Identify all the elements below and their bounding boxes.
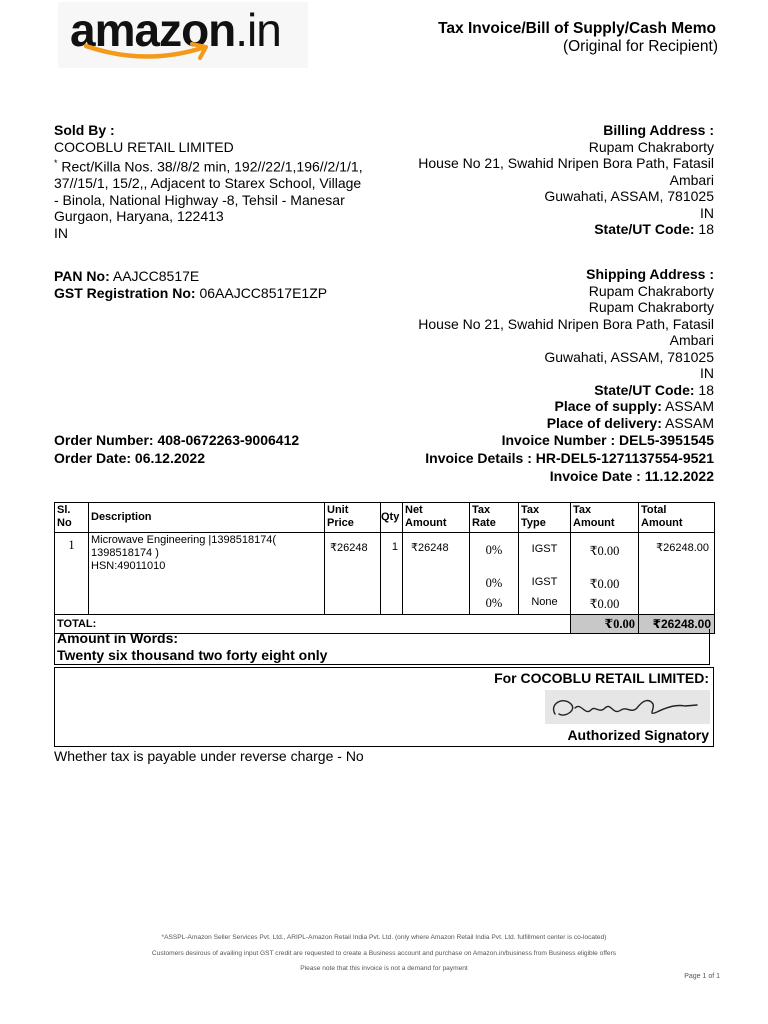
logo-suffix: .in bbox=[235, 4, 281, 56]
supply-label: Place of supply: bbox=[554, 398, 662, 414]
col-header-unit-price: Unit Price bbox=[325, 503, 381, 533]
col-header-description: Description bbox=[89, 503, 325, 533]
gst-label: GST Registration No: bbox=[54, 284, 196, 301]
supply-value: ASSAM bbox=[664, 398, 714, 414]
delivery-label: Place of delivery: bbox=[546, 414, 662, 431]
invoice-title: Tax Invoice/Bill of Supply/Cash Memo bbox=[438, 20, 716, 37]
item-tax-amount: ₹0.00 bbox=[571, 533, 639, 575]
footer-line-3: Please note that this invoice is not a demand for payment bbox=[300, 965, 468, 972]
asterisk-mark: * bbox=[54, 158, 58, 168]
col-header-tax-amount: Tax Amount bbox=[571, 503, 639, 533]
seller-block bbox=[54, 122, 384, 241]
tax-amount: ₹0.00 bbox=[571, 575, 639, 595]
amazon-logo bbox=[58, 2, 308, 68]
for-company: For COCOBLU RETAIL LIMITED: bbox=[494, 670, 709, 686]
logo-brand: amazon bbox=[70, 4, 236, 56]
shipping-line-3: Guwahati, ASSAM, 781025 bbox=[544, 348, 714, 365]
tax-type: IGST bbox=[519, 575, 571, 595]
shipping-state-code: 18 bbox=[698, 381, 714, 398]
seller-address-3: - Binola, National Highway -8, Tehsil - Manesar bbox=[54, 191, 345, 208]
place-of-delivery bbox=[354, 415, 714, 432]
seller-address-2: 37//15/1, 15/2,, Adjacent to Starex School, Village bbox=[54, 175, 362, 192]
billing-name: Rupam Chakraborty bbox=[588, 138, 714, 155]
authorized-signatory-label: Authorized Signatory bbox=[567, 727, 709, 743]
footer-line-1: *ASSPL-Amazon Seller Services Pvt. Ltd., ARIPL-Amazon Retail India Pvt. Ltd. (only where Amazon Retail India Pvt. Ltd. fulfillment center is co-located) bbox=[161, 934, 607, 941]
footer-line-2: Customers desirous of availing input GST credit are requested to create a Business account and purchase on Amazon.in/business from Business eligible offers bbox=[151, 950, 617, 957]
order-date: Order Date: 06.12.2022 bbox=[54, 450, 205, 466]
seller-address-4: Gurgaon, Haryana, 122413 bbox=[54, 208, 224, 225]
tax-type: None bbox=[519, 595, 571, 615]
col-header-qty: Qty bbox=[381, 503, 403, 533]
billing-label: Billing Address : bbox=[603, 122, 714, 138]
item-tax-type: IGST bbox=[519, 533, 571, 575]
signature-image bbox=[545, 690, 710, 724]
shipping-label: Shipping Address : bbox=[586, 266, 714, 282]
item-sl: 1 bbox=[55, 533, 89, 615]
total-tax-amount: ₹0.00 bbox=[571, 615, 639, 634]
col-header-total-amount: Total Amount bbox=[639, 503, 715, 533]
invoice-details: Invoice Details : HR-DEL5-1271137554-9521 bbox=[425, 450, 714, 466]
item-description-1: Microwave Engineering |1398518174( bbox=[91, 534, 277, 546]
place-of-supply bbox=[354, 398, 714, 415]
shipping-country: IN bbox=[700, 365, 714, 381]
shipping-name-2: Rupam Chakraborty bbox=[588, 299, 714, 315]
item-hsn: HSN:49011010 bbox=[91, 560, 166, 572]
billing-block bbox=[354, 122, 714, 238]
invoice-block bbox=[354, 431, 714, 485]
gst-row bbox=[54, 285, 384, 302]
seller-name: COCOBLU RETAIL LIMITED bbox=[54, 138, 234, 155]
smile-arrow-icon bbox=[84, 42, 224, 64]
item-net-amount: ₹26248 bbox=[403, 533, 470, 615]
tax-id-block bbox=[54, 268, 384, 301]
item-qty: 1 bbox=[381, 533, 403, 615]
order-number: Order Number: 408-0672263-9006412 bbox=[54, 432, 300, 448]
col-header-tax-rate: Tax Rate bbox=[470, 503, 519, 533]
invoice-subtitle: (Original for Recipient) bbox=[562, 38, 718, 55]
pan-label: PAN No: bbox=[54, 268, 110, 284]
items-table bbox=[54, 502, 715, 634]
seller-address-1: Rect/Killa Nos. 38//8/2 min, 192//22/1,196//2/1/1, bbox=[57, 158, 363, 175]
page-number: Page 1 of 1 bbox=[684, 973, 720, 980]
total-label: TOTAL: bbox=[55, 615, 571, 634]
seller-address-line bbox=[54, 155, 384, 175]
shipping-state-label: State/UT Code: bbox=[594, 381, 695, 398]
item-description-2: 1398518174 ) bbox=[91, 547, 159, 559]
billing-line-1: House No 21, Swahid Nripen Bora Path, Fatasil bbox=[418, 155, 714, 171]
table-header-row bbox=[55, 503, 715, 533]
billing-state-label: State/UT Code: bbox=[594, 221, 695, 237]
col-header-net-amount: Net Amount bbox=[403, 503, 470, 533]
reverse-charge-note: Whether tax is payable under reverse charge - No bbox=[54, 748, 364, 764]
shipping-block bbox=[354, 266, 714, 431]
invoice-number: Invoice Number : DEL5-3951545 bbox=[501, 432, 714, 448]
gst-value: 06AAJCC8517E1ZP bbox=[199, 284, 328, 301]
table-row bbox=[55, 533, 715, 575]
invoice-date: Invoice Date : 11.12.2022 bbox=[549, 468, 714, 484]
amount-in-words-box bbox=[54, 629, 710, 665]
shipping-line-2: Ambari bbox=[669, 332, 714, 348]
billing-state bbox=[354, 221, 714, 238]
shipping-line-1: House No 21, Swahid Nripen Bora Path, Fatasil bbox=[418, 315, 714, 332]
order-block bbox=[54, 431, 384, 467]
col-header-tax-type: Tax Type bbox=[519, 503, 571, 533]
shipping-state bbox=[354, 382, 714, 399]
pan-row bbox=[54, 268, 384, 285]
tax-rate: 0% bbox=[470, 595, 519, 615]
shipping-name-1: Rupam Chakraborty bbox=[588, 282, 714, 299]
billing-state-code: 18 bbox=[698, 221, 714, 237]
billing-line-3: Guwahati, ASSAM, 781025 bbox=[544, 188, 714, 204]
item-description bbox=[89, 533, 325, 615]
item-total: ₹26248.00 bbox=[639, 533, 715, 615]
item-tax-rate: 0% bbox=[470, 533, 519, 575]
billing-country: IN bbox=[700, 204, 714, 221]
item-unit-price: ₹26248 bbox=[325, 533, 381, 615]
amount-words-label: Amount in Words: bbox=[57, 630, 179, 646]
signatory-box bbox=[54, 667, 714, 747]
pan-value: AAJCC8517E bbox=[112, 268, 200, 284]
amount-words-value: Twenty six thousand two forty eight only bbox=[57, 647, 328, 663]
tax-amount: ₹0.00 bbox=[571, 595, 639, 615]
billing-line-2: Ambari bbox=[669, 171, 714, 188]
delivery-value: ASSAM bbox=[664, 414, 714, 431]
total-amount: ₹26248.00 bbox=[639, 615, 715, 634]
signature-scribble-icon bbox=[545, 690, 710, 724]
seller-label: Sold By : bbox=[54, 122, 115, 138]
col-header-sl: Sl. No bbox=[55, 503, 89, 533]
seller-country: IN bbox=[54, 224, 68, 241]
tax-rate: 0% bbox=[470, 575, 519, 595]
